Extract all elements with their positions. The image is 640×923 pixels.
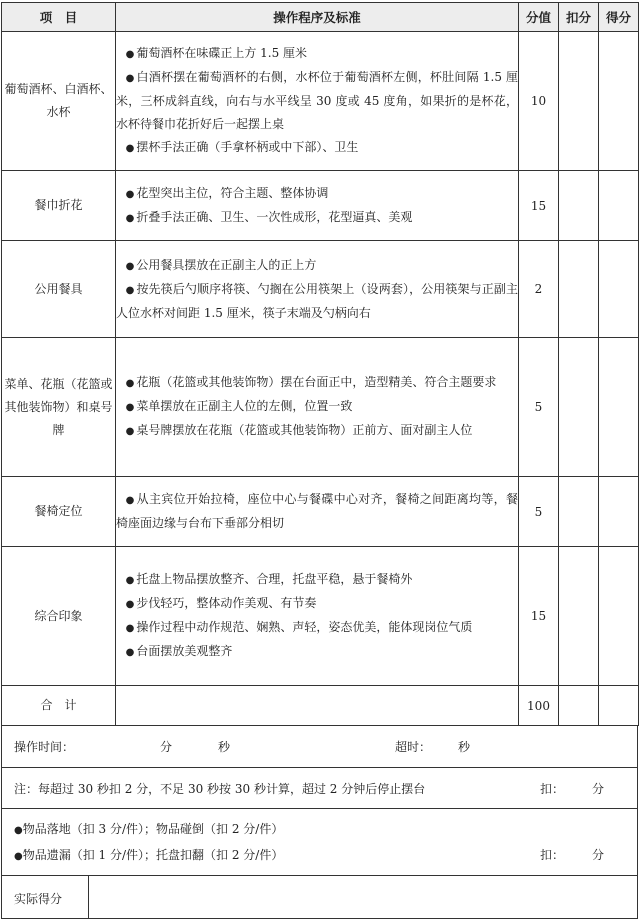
procedure-cell	[116, 547, 519, 686]
timing-row	[1, 726, 638, 768]
header-got: 得分	[599, 3, 639, 32]
note-deduct-unit: 分	[592, 782, 605, 796]
deduct-cell[interactable]	[559, 32, 599, 171]
bullet-line: ● 操作过程中动作规范、娴熟、声轻，姿态优美，能体现岗位气质	[125, 620, 473, 634]
scoring-table	[1, 2, 639, 726]
bullet-line: ● 摆杯手法正确（手拿杯柄或中下部）、卫生	[125, 140, 359, 154]
timing-label: 操作时间：	[14, 740, 75, 754]
header-score: 分值	[519, 3, 559, 32]
timing-minutes-unit: 分	[160, 740, 173, 754]
header-item: 项 目	[2, 3, 116, 32]
bullet-line: ● 花瓶（花篮或其他装饰物）摆在台面正中，造型精美、符合主题要求	[125, 375, 497, 389]
bullet-line: ● 花型突出主位，符合主题、整体协调	[125, 185, 329, 200]
procedure-cell	[116, 32, 519, 171]
penalty-line-2: ●物品遗漏（扣 1 分/件）；托盘扣翻（扣 2 分/件）	[14, 848, 284, 862]
deduct-cell[interactable]	[559, 241, 599, 338]
table-row	[2, 241, 639, 338]
bullet-line: ● 公用餐具摆放在正副主人的正上方	[125, 257, 317, 272]
bullet-line: ● 按先筷后勺顺序将筷、勺搁在公用筷架上（设两套），公用筷架与正副主人位水杯对间距 1.5 厘米，筷子末端及勺柄向右	[116, 281, 518, 320]
item-cell: 餐椅定位	[2, 477, 116, 547]
procedure-cell	[116, 338, 519, 477]
got-cell[interactable]	[599, 171, 639, 241]
procedure-cell	[116, 477, 519, 547]
item-cell: 综合印象	[2, 547, 116, 686]
score-cell: 2	[519, 241, 559, 338]
got-cell[interactable]	[599, 547, 639, 686]
overtime-label: 超时：	[395, 740, 432, 754]
procedure-cell	[116, 171, 519, 241]
deduct-cell[interactable]	[559, 338, 599, 477]
table-row	[2, 32, 639, 171]
bullet-line: ● 台面摆放美观整齐	[125, 644, 233, 658]
got-cell[interactable]	[599, 338, 639, 477]
final-score-field[interactable]	[89, 876, 637, 918]
timing-seconds-unit: 秒	[218, 740, 231, 754]
got-cell[interactable]	[599, 477, 639, 547]
deduct-cell[interactable]	[559, 547, 599, 686]
total-deduct-cell[interactable]	[559, 686, 599, 726]
penalty-deduct-unit: 分	[592, 848, 605, 862]
final-score-label: 实际得分	[14, 892, 63, 906]
note-deduct-label: 扣：	[540, 782, 565, 796]
score-cell: 5	[519, 338, 559, 477]
penalty-row	[1, 808, 638, 876]
score-cell: 15	[519, 547, 559, 686]
bullet-line: ● 白酒杯摆在葡萄酒杯的右侧，水杯位于葡萄酒杯左侧，杯肚间隔 1.5 厘米，三杯成斜直线，向右与水平线呈 30 度或 45 度角，如果折的是杯花，水杯待餐巾花折好后一起摆上桌	[116, 70, 518, 131]
table-row	[2, 338, 639, 477]
item-cell: 公用餐具	[2, 241, 116, 338]
total-got-cell[interactable]	[599, 686, 639, 726]
procedure-cell	[116, 241, 519, 338]
bullet-line: ● 菜单摆放在正副主人位的左侧，位置一致	[125, 399, 353, 413]
score-cell: 15	[519, 171, 559, 241]
table-row	[2, 547, 639, 686]
bullet-line: ● 桌号牌摆放在花瓶（花篮或其他装饰物）正前方、面对副主人位	[125, 423, 473, 437]
penalty-deduct-label: 扣：	[540, 848, 565, 862]
total-score: 100	[519, 686, 559, 726]
total-row	[2, 686, 639, 726]
penalty-line-1: ●物品落地（扣 3 分/件）；物品碰倒（扣 2 分/件）	[14, 822, 284, 836]
item-cell: 餐巾折花	[2, 171, 116, 241]
overtime-seconds-unit: 秒	[458, 740, 471, 754]
bullet-line: ● 托盘上物品摆放整齐、合理，托盘平稳，悬于餐椅外	[125, 572, 413, 586]
item-cell: 菜单、花瓶（花篮或其他装饰物）和桌号牌	[2, 338, 116, 477]
deduct-cell[interactable]	[559, 171, 599, 241]
note-row	[1, 767, 638, 809]
got-cell[interactable]	[599, 32, 639, 171]
score-cell: 5	[519, 477, 559, 547]
note-text: 注：每超过 30 秒扣 2 分，不足 30 秒按 30 秒计算，超过 2 分钟后停止摆台	[14, 782, 426, 796]
got-cell[interactable]	[599, 241, 639, 338]
header-deduct: 扣分	[559, 3, 599, 32]
bullet-line: ● 从主宾位开始拉椅，座位中心与餐碟中心对齐，餐椅之间距离均等，餐椅座面边缘与台布下垂部分相切	[116, 492, 518, 530]
table-row	[2, 171, 639, 241]
score-cell: 10	[519, 32, 559, 171]
total-label: 合 计	[2, 686, 116, 726]
item-cell: 葡萄酒杯、白酒杯、水杯	[2, 32, 116, 171]
deduct-cell[interactable]	[559, 477, 599, 547]
total-procedure-cell	[116, 686, 519, 726]
header-procedure: 操作程序及标准	[116, 3, 519, 32]
bullet-line: ● 步伐轻巧，整体动作美观、有节奏	[125, 596, 317, 610]
header-row	[2, 3, 639, 32]
table-row	[2, 477, 639, 547]
final-score-row	[1, 875, 638, 919]
bullet-line: ● 葡萄酒杯在味碟正上方 1.5 厘米	[125, 46, 308, 60]
bullet-line: ● 折叠手法正确、卫生、一次性成形，花型逼真、美观	[125, 209, 413, 224]
